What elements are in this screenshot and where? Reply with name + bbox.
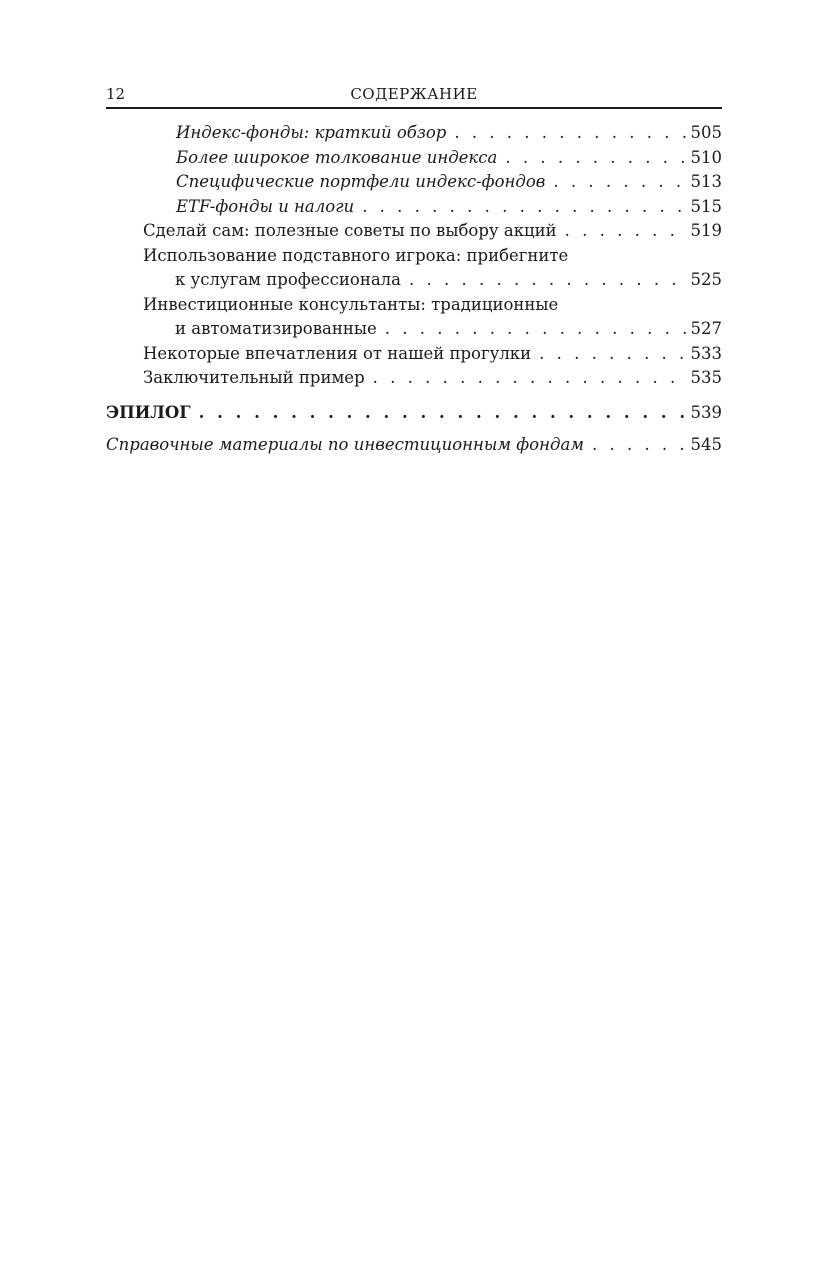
toc-entry-page: 519 [690,221,722,240]
toc-entry[interactable] [106,342,722,367]
toc-entry[interactable] [106,366,722,391]
toc-entry-epilogue[interactable] [106,401,722,426]
toc-entry-label-continued: к услугам профессионала [175,270,401,289]
toc-entry-page: 513 [690,172,722,191]
toc-entry-appendix[interactable] [106,433,722,458]
toc-entry-page: 525 [690,270,722,289]
toc-entry-label: Некоторые впечатления от нашей прогулки [143,343,532,363]
toc-entry-label: Специфические портфели индекс-фондов [176,172,546,191]
toc-entry-label: Индекс-фонды: краткий обзор [176,123,447,142]
toc-entry-page: 533 [690,343,722,363]
toc-entry-label: ЭПИЛОГ [106,402,191,422]
dot-leader [409,268,687,293]
toc-entry-page: 545 [690,435,722,454]
toc-entry-page: 515 [690,196,722,216]
toc-entry[interactable] [106,244,722,293]
toc-entry-label: Сделай сам: полезные советы по выбору акций [143,221,557,240]
running-head [106,82,722,106]
dot-leader [362,195,686,220]
dot-leader [565,219,687,244]
toc-entry[interactable] [106,195,722,220]
toc-entry-page: 505 [690,123,722,142]
header-rule [106,107,722,109]
dot-leader [539,342,686,367]
toc-entry-page: 527 [690,319,722,338]
toc-entry-label: Инвестиционные консультанты: традиционные [143,294,559,314]
toc-entry[interactable] [106,121,722,146]
table-of-contents [106,121,722,458]
toc-entry-page: 510 [690,147,722,167]
toc-entry-label-continued: и автоматизированные [175,319,377,338]
dot-leader [553,170,686,195]
toc-entry-label: ETF-фонды и налоги [176,196,355,216]
dot-leader [373,366,687,391]
toc-entry[interactable] [106,219,722,244]
running-head-title: СОДЕРЖАНИЕ [350,85,478,103]
toc-entry-label: Заключительный пример [143,368,365,387]
toc-entry-label: Использование подставного игрока: прибегните [143,245,569,265]
toc-entry[interactable] [106,170,722,195]
toc-entry-page: 535 [690,368,722,387]
toc-entry[interactable] [106,293,722,342]
dot-leader [505,146,686,171]
page-number: 12 [106,85,126,103]
toc-entry-page: 539 [690,402,722,422]
dot-leader [199,401,687,426]
toc-entry-label: Справочные материалы по инвестиционным фондам [106,435,584,454]
toc-entry[interactable] [106,146,722,171]
dot-leader [385,317,687,342]
toc-entry-label: Более широкое толкование индекса [176,147,498,167]
dot-leader [454,121,686,146]
book-page [106,82,722,458]
dot-leader [592,433,687,458]
